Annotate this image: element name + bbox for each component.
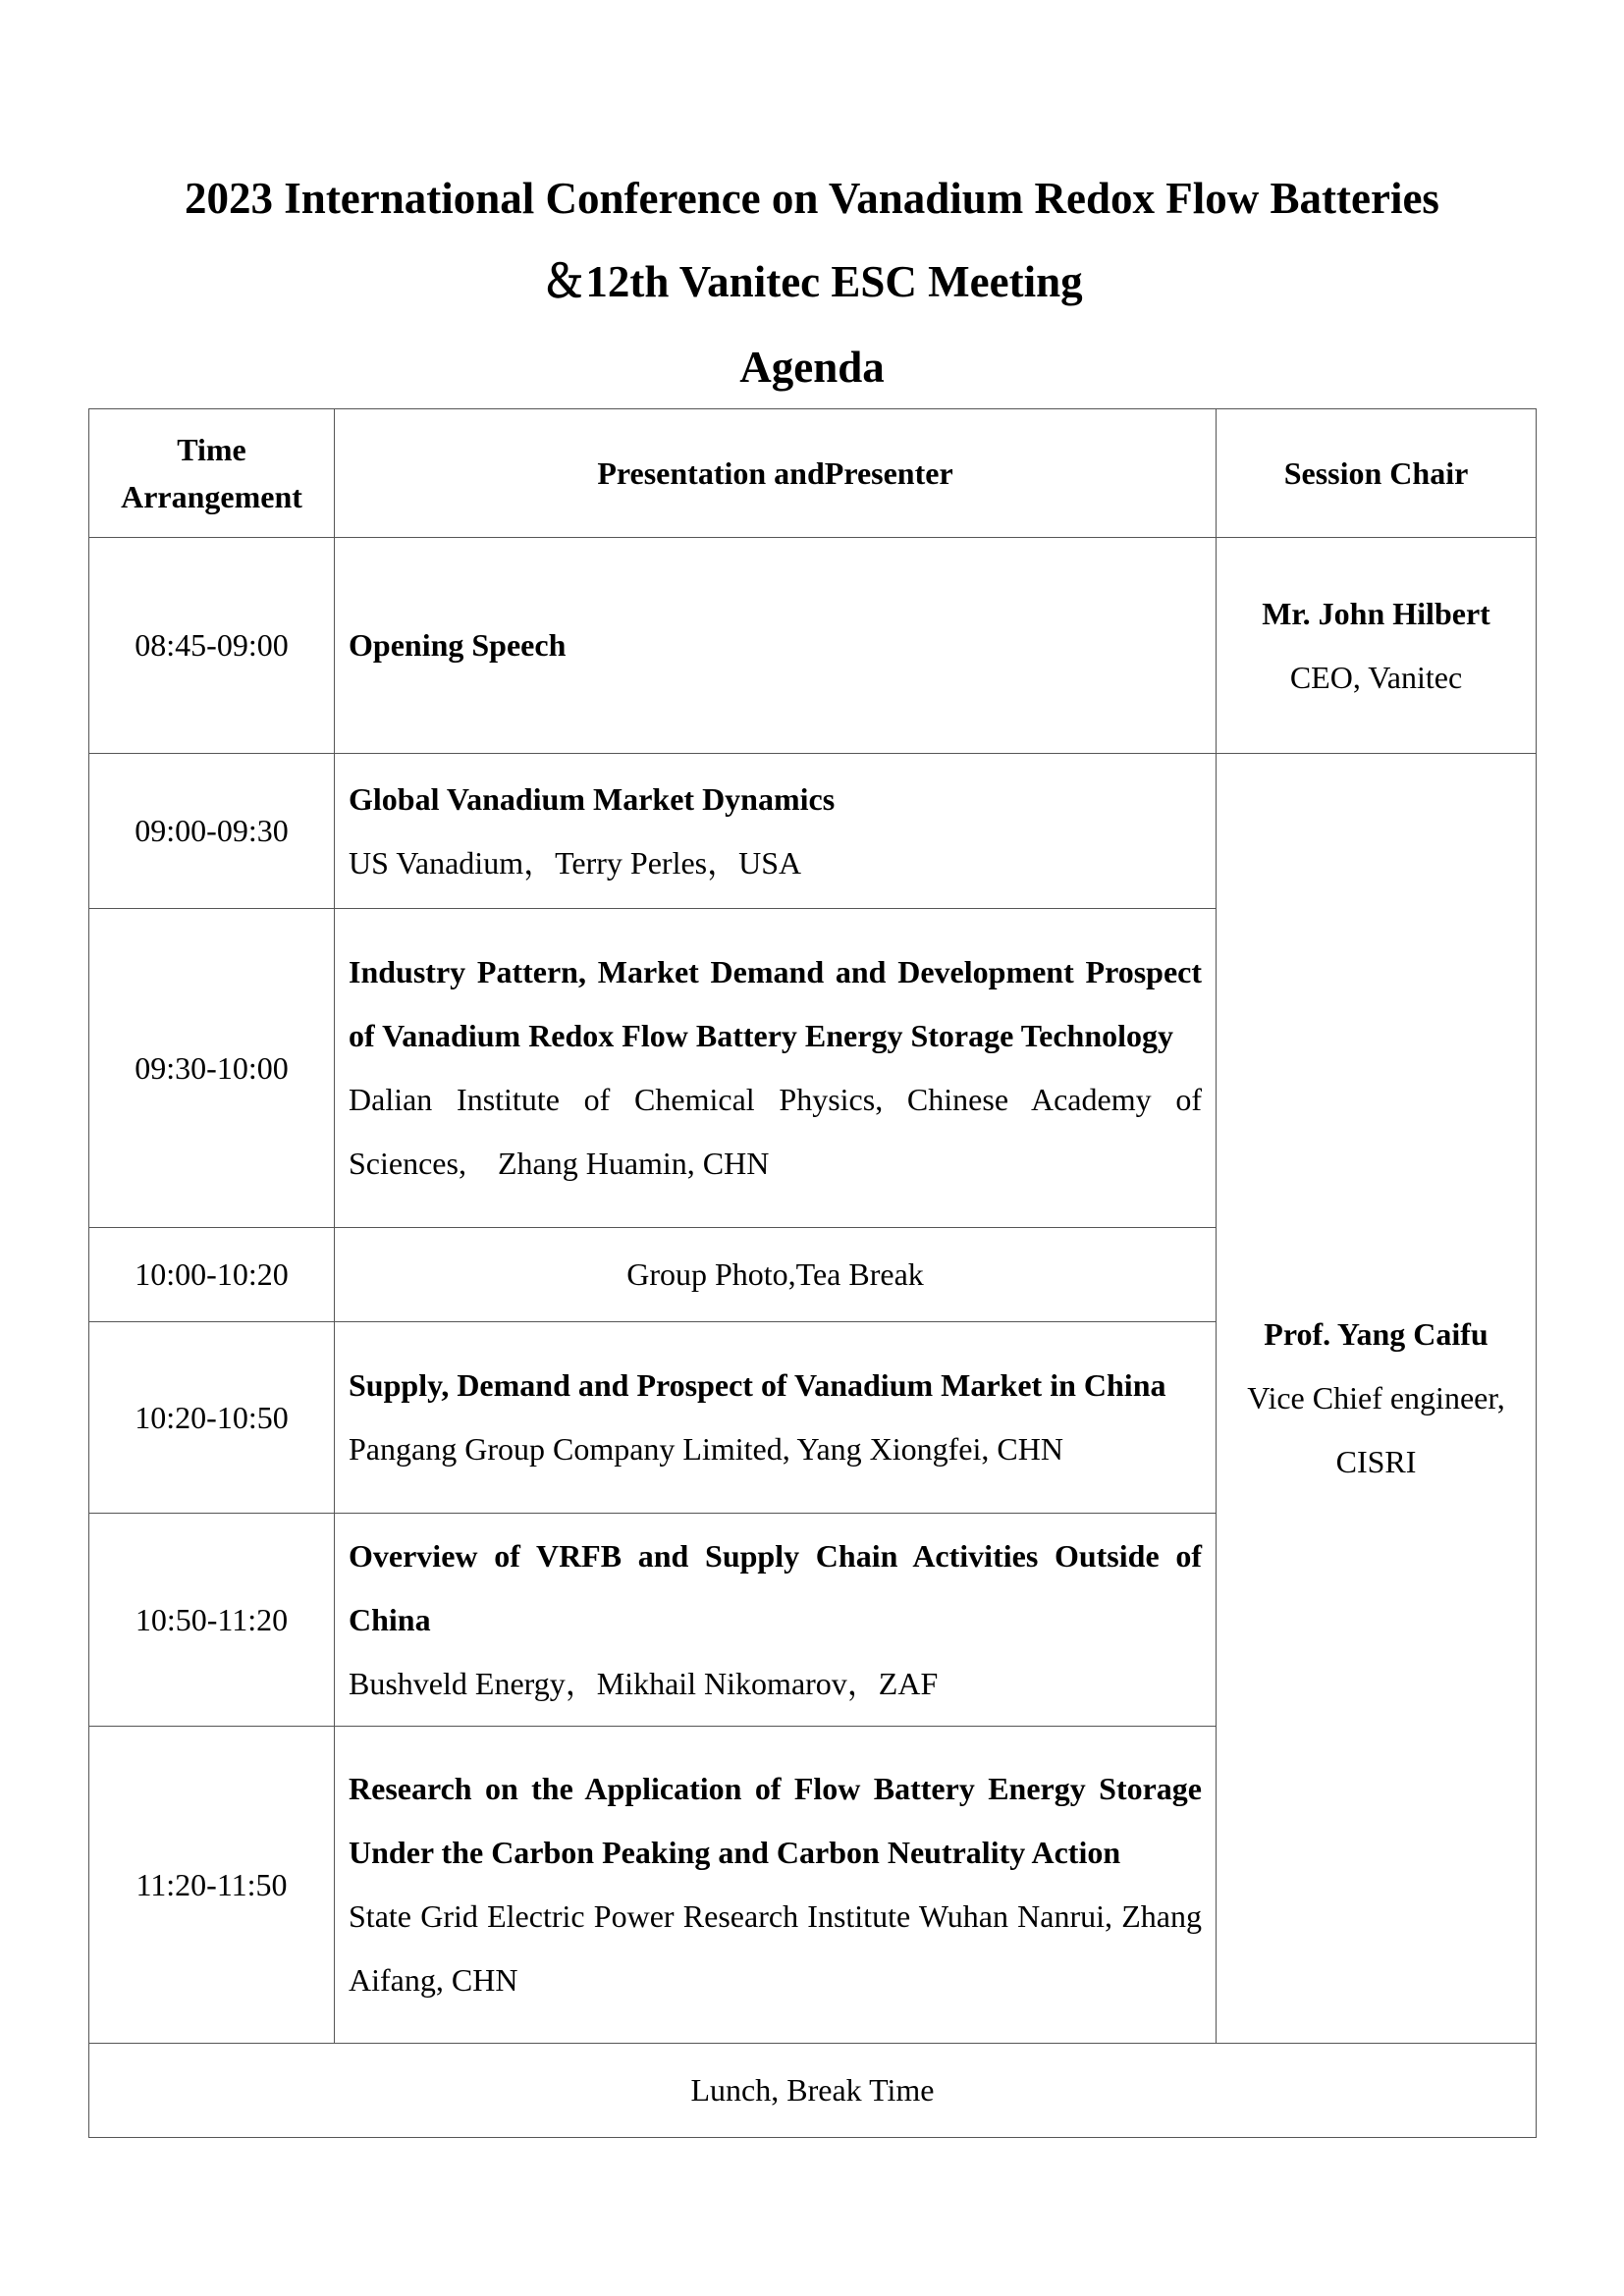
break-label: Group Photo,Tea Break bbox=[335, 1228, 1217, 1322]
row-presentation bbox=[335, 909, 1217, 1228]
row-time: 10:50-11:20 bbox=[89, 1514, 335, 1727]
presenter: State Grid Electric Power Research Institute Wuhan Nanrui, Zhang Aifang, CHN bbox=[349, 1898, 1202, 1998]
row-time: 09:30-10:00 bbox=[89, 909, 335, 1228]
presentation-title: Overview of VRFB and Supply Chain Activities Outside of China bbox=[349, 1537, 1202, 1637]
row-presentation bbox=[335, 1514, 1217, 1727]
session-chair-1 bbox=[1217, 538, 1537, 754]
row-time: 08:45-09:00 bbox=[89, 538, 335, 754]
row-time: 09:00-09:30 bbox=[89, 754, 335, 909]
row-presentation bbox=[335, 1322, 1217, 1514]
agenda-table bbox=[88, 408, 1537, 2138]
header-session-chair: Session Chair bbox=[1217, 409, 1537, 538]
row-time: 10:00-10:20 bbox=[89, 1228, 335, 1322]
table-row-lunch bbox=[89, 2044, 1537, 2138]
session-chair-2 bbox=[1217, 754, 1537, 2044]
row-presentation bbox=[335, 1727, 1217, 2044]
table-row bbox=[89, 538, 1537, 754]
agenda-heading: Agenda bbox=[739, 343, 885, 392]
chair-name: Prof. Yang Caifu bbox=[1264, 1316, 1489, 1352]
row-presentation bbox=[335, 538, 1217, 754]
row-time: 11:20-11:50 bbox=[89, 1727, 335, 2044]
chair-role: Vice Chief engineer, bbox=[1247, 1380, 1505, 1415]
chair-affiliation: CISRI bbox=[1335, 1444, 1417, 1479]
header-presentation: Presentation andPresenter bbox=[335, 409, 1217, 538]
presentation-title: Supply, Demand and Prospect of Vanadium Market in China bbox=[349, 1367, 1166, 1403]
presenter: US Vanadium，Terry Perles，USA bbox=[349, 844, 802, 881]
chair-role: CEO, Vanitec bbox=[1289, 659, 1463, 695]
row-presentation bbox=[335, 754, 1217, 909]
presenter: Pangang Group Company Limited, Yang Xiongfei, CHN bbox=[349, 1431, 1063, 1467]
presenter: Bushveld Energy，Mikhail Nikomarov，ZAF bbox=[349, 1665, 939, 1701]
presenter: Dalian Institute of Chemical Physics, Chinese Academy of Sciences, Zhang Huamin, CHN bbox=[349, 1082, 1202, 1181]
table-header-row bbox=[89, 409, 1537, 538]
header-time-arrangement: Time Arrangement bbox=[89, 409, 335, 538]
document-subtitle: ＆12th Vanitec ESC Meeting bbox=[541, 257, 1083, 306]
chair-name: Mr. John Hilbert bbox=[1262, 595, 1490, 631]
presentation-title: Opening Speech bbox=[349, 627, 567, 663]
table-row bbox=[89, 754, 1537, 909]
presentation-title: Global Vanadium Market Dynamics bbox=[349, 780, 836, 817]
lunch-break-label: Lunch, Break Time bbox=[89, 2044, 1537, 2138]
document-title: 2023 International Conference on Vanadium Redox Flow Batteries bbox=[185, 174, 1439, 223]
row-time: 10:20-10:50 bbox=[89, 1322, 335, 1514]
presentation-title: Industry Pattern, Market Demand and Development Prospect of Vanadium Redox Flow Battery Energy Storage Technology bbox=[349, 954, 1202, 1053]
presentation-title: Research on the Application of Flow Battery Energy Storage Under the Carbon Peaking and Carbon Neutrality Action bbox=[349, 1771, 1202, 1870]
